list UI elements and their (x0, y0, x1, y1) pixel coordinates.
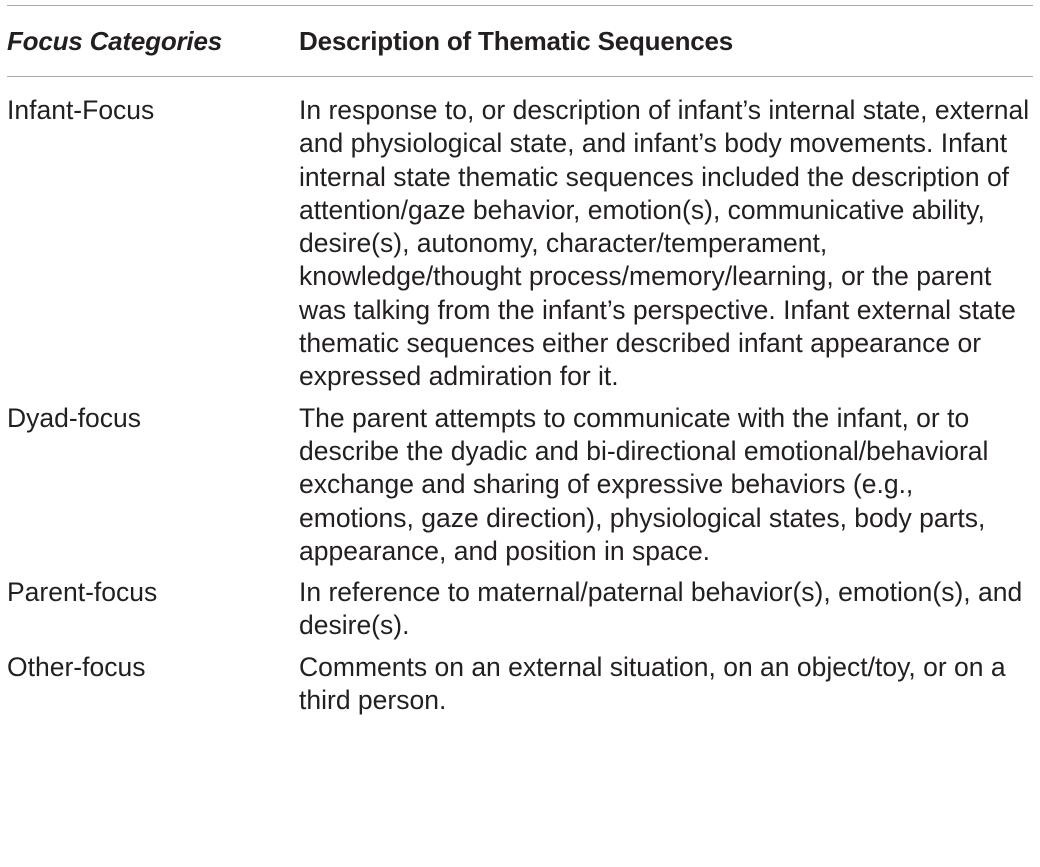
table-row (7, 576, 1033, 643)
table-header-row (7, 6, 1033, 76)
table-header-rule (7, 76, 1033, 77)
row-category: Infant-Focus (7, 95, 155, 125)
row-description: In reference to maternal/paternal behavior(s), emotion(s), and desire(s). (299, 577, 1023, 641)
table-row (7, 651, 1033, 718)
table-row (7, 402, 1033, 568)
row-description: In response to, or description of infant’s internal state, external and physiological state, and infant’s body movements. Infant internal state thematic sequences included the description of attention/gaze behavior, emotion(s), communicative ability, desire(s), autonomy, character/temperament, knowledge/thought process/memory/learning, or the parent was talking from the infant’s perspective. Infant external state thematic sequences either described infant appearance or expressed admiration for it. (299, 95, 1030, 392)
row-category: Other-focus (7, 651, 146, 682)
row-description: The parent attempts to communicate with the infant, or to describe the dyadic and bi-directional emotional/behavioral exchange and sharing of expressive behaviors (e.g., emotions, gaze direction), physiological states, body parts, appearance, and position in space. (299, 402, 989, 566)
table-row (7, 94, 1033, 394)
row-category: Dyad-focus (7, 402, 142, 433)
header-description: Description of Thematic Sequences (299, 25, 734, 56)
header-focus-categories: Focus Categories (7, 25, 222, 56)
thematic-sequences-table (7, 0, 1033, 717)
row-category: Parent-focus (7, 577, 158, 608)
row-description: Comments on an external situation, on an object/toy, or on a third person. (299, 651, 1006, 716)
